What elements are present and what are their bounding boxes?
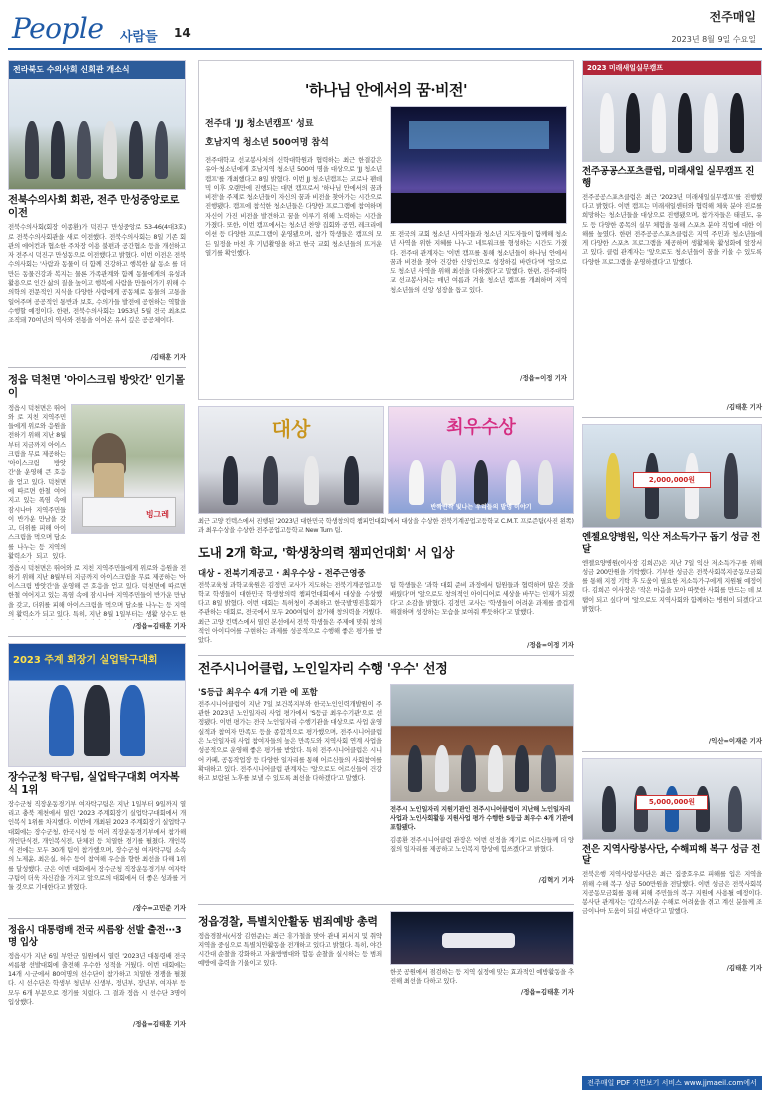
people-group <box>44 685 150 756</box>
person-figure <box>461 745 475 791</box>
photo-table-tennis <box>8 643 186 767</box>
person-figure <box>84 685 109 756</box>
brand-sign: 빙그레 <box>145 509 169 519</box>
person-figure <box>344 456 359 505</box>
person-figure <box>25 121 39 179</box>
article-title: 도내 2개 학교, '학생창의력 챔피언대회' 서 입상 <box>198 545 455 560</box>
divider <box>8 367 186 368</box>
police-left <box>198 911 382 1002</box>
person-figure <box>49 685 74 756</box>
person-figure <box>538 460 553 505</box>
photo-sports-camp <box>582 60 762 162</box>
person-figure <box>652 93 666 153</box>
byline: /김태훈 기자 <box>150 353 186 362</box>
article-body: 전북수의사회(회장 이종환)가 덕진구 만성중앙로 53-46(4대3호)로 전북수의사회관을 새로 이전했다. 전북수의사회는 8일 기존 회관의 에어컨과 협소한 주차장 이용 불편과 공간협소 등을 개선하고자 전주시 덕진구 만성동으로 이전했다고 밝혔다. 이번 이전은 전북수의사회는 '사람과 동물이 더 함께 건강하고 행복한 삶 동소 를 더 만든 동물건강과 복지는 물론 가족관계와 함께 동물에게의 유성과 활용으로 인간 삶의 질을 높이고 행복에 사람을 만들어가기 위해 수의학의 전문적인 지식을 다양한 사람에게 공동체로 동물의 고통을 일어주며 공공적인 통반과 보호, 수의가들 발전에 공헌하는 역할을 수행할 예정이다. 한편, 전북수의사회는 1953년 5월 전국 최초로 조직돼 70여년의 역사와 전통을 이어온 유서 깊은 공공체이다. <box>8 223 186 325</box>
article-body: 정읍경찰서(서장 김현준)는 최근 휴가철을 맞아 관내 피서지 및 취약지역을 중심으로 특별치안활동을 전개하고 있다고 밝혔다. 특히, 야간 시간대 순찰을 강화하고 자율방범대와 합동 순찰을 실시하는 등 범죄예방에 총력을 기울이고 있다. <box>198 931 382 968</box>
person-figure <box>730 93 744 153</box>
person-figure <box>120 685 145 756</box>
award-columns <box>198 581 574 649</box>
article-title: 전북수의사회 회관, 전주 만성중앙로로 이전 <box>8 194 180 220</box>
award-photos <box>198 406 574 514</box>
person-figure <box>600 93 614 153</box>
divider <box>198 655 574 656</box>
police-columns <box>198 911 574 1002</box>
page-number: 14 <box>174 26 191 40</box>
article-body: 전주시니어클럽이 지난 7일 보건복지부와 한국노인인력개발원이 주관한 2023년 노인일자리 사업 평가에서 'S등급 최우수기관'으로 선정됐다. 이번 평가는 전국 노인일자리 수행기관을 대상으로 사업 운영 실적과 참여자 만족도 등을 종합적으로 평가했으며, 전주시니어클럽은 노인일자리 사업 참여자들의 높은 만족도와 지역사회 연계 사업을 성공적으로 운영해 좋은 평가를 받았다. 특히 전주시니어클럽은 시니어 카페, 공동작업장 등 다양한 일자리를 통해 어르신들의 사회참여를 확대하고 있다. 전주시니어클럽 관계자는 '앞으로도 어르신들이 건강하고 보람된 노후를 보낼 수 있도록 최선을 다하겠다'고 말했다. <box>198 699 382 783</box>
person-figure <box>541 745 555 791</box>
pdf-service-footer[interactable]: 전주매일 PDF 지면보기 서비스 www.jjmaeil.com에서 <box>582 1076 762 1090</box>
right-column <box>582 60 762 972</box>
byline: /장수=고민준 기자 <box>132 903 186 912</box>
jj-camp-right <box>390 106 567 382</box>
issue-date: 2023년 8월 9일 수요일 <box>671 35 756 44</box>
person-figure <box>626 93 640 153</box>
article-body: 장수군청 직장운동경기부 여자탁구팀은 지난 1일부터 9일까지 열리고 충북 제천에서 열린 '2023 주계회장기 실업탁구대회에서 개인복식 1위를 차지했다. 이번에 개최된 2023 주계회장기 실업탁구대회에는 장수군청, 한국시청 등 여러 직장운동경기부에서 참가해 개인단식전, 개인복식전, 단체전 등 치열한 경기를 펼쳤다. 개인복식 전에는 모두 30개 팀이 참가했으며, 장수군청 여자탁구팀 소속의 노제윤, 최은실, 허수 등이 참여해 우승을 향한 최선을 다해 1위를 달성했다. 군은 이번 대회에서 장수군청 직장운동경기부 여자탁구팀이 더욱 자신감을 가지고 앞으로의 대회에서 더 좋은 성과를 거둘 것으로 기대한다고 밝혔다. <box>8 799 186 892</box>
award-right <box>390 581 574 649</box>
article-sports-club <box>582 60 762 411</box>
article-body: 김종환 전주시니어클럽 관장은 '이번 선정을 계기로 어르신들께 더 양질의 일자리를 제공하고 노인복지 향상에 힘쓰겠다'고 밝혔다. <box>390 835 574 854</box>
person-figure <box>488 745 502 791</box>
jj-camp-columns <box>205 106 567 382</box>
article-title: 전주시니어클럽, 노인일자리 수행 '우수' 선정 <box>198 661 448 677</box>
divider <box>8 636 186 637</box>
byline: /김혁기 기자 <box>538 875 574 884</box>
divider <box>198 904 574 905</box>
subheadline-2: 호남지역 청소년 500여명 참석 <box>205 138 329 148</box>
article-bank-volunteer <box>582 758 762 973</box>
byline: /정읍=김태훈 기자 <box>132 1019 186 1028</box>
byline: /정읍=이정 기자 <box>527 640 574 649</box>
police-right <box>390 911 574 1002</box>
photo-caption: 전주시 노인일자리 지원기관인 전주시니어클럽이 지난해 노인일자리 사업과 노인사회활동 지원사업 평가 수행한 S등급 최우수 4개 기관에 포함됐다. <box>390 805 574 832</box>
article-title: 정읍시 대통령배 전국 씨름왕 선발 출전···3명 입상 <box>8 924 182 948</box>
people-group <box>20 121 175 179</box>
person-figure <box>103 121 117 179</box>
paper-name: 전주매일 <box>709 10 756 24</box>
person-figure <box>263 456 278 505</box>
article-icecream-body <box>8 404 186 562</box>
senior-right <box>390 684 574 898</box>
article-title: 정읍경찰, 특별치안활동 범죄예방 총력 <box>198 914 378 928</box>
photo-angel-donation <box>582 424 762 528</box>
article-body: 한곳 공원에서 점검하는 등 지역 실정에 맞는 효과적인 예방활동을 추진해 최선을 다하고 있다. <box>390 967 574 986</box>
person-figure <box>409 460 424 505</box>
person-figure <box>602 786 616 832</box>
senior-left <box>198 684 382 898</box>
donation-cheque: 5,000,000원 <box>636 795 707 809</box>
divider <box>582 417 762 418</box>
subheadline: 대상 - 전북기계공고 · 최우수상 - 전주근영중 <box>198 568 366 579</box>
photo-caption: 최근 고양 킨텍스에서 진행된 '2023년 대한민국 학생창의력 챔피언대회'에서 대상을 수상한 전북기계공업고등학교 C.M.T. 프로즌팀(사진 왼쪽)과 최우수상을 수상한 전주공업고등학교 New Turn 팀. <box>198 518 574 535</box>
person-figure <box>474 460 489 505</box>
article-body: 전북은행 지역사랑봉사단은 최근 집중호우로 피해를 입은 지역을 위해 수해 복구 성금 500만원을 전달했다. 이번 성금은 전북사회복지공동모금회를 통해 피해 주민들의 복구 지원에 사용될 예정이다. 봉사단 관계자는 '갑작스러운 수해로 어려움을 겪고 계신 분들께 조금이나마 도움이 되길 바란다'고 말했다. <box>582 870 762 916</box>
photo-vet-opening <box>8 60 186 190</box>
article-jj-camp <box>198 60 574 400</box>
article-police <box>198 911 574 1002</box>
person-figure <box>155 121 169 179</box>
jj-camp-left <box>205 106 382 382</box>
person-figure <box>51 121 65 179</box>
person-figure <box>441 460 456 505</box>
event-slogan: 반짝반짝 빛나는 우리들의 발명 이야기 <box>430 504 532 511</box>
byline: /정읍=김태훈 기자 <box>132 621 186 630</box>
article-body: 엔젤요양병원(이사장 김희곤)은 지난 7일 익산 저소득가구를 위해 성금 200만원을 기탁했다. 기부한 성금은 전북사회복지공동모금회를 통해 지정 기탁 후 도움이 필요한 저소득가구에게 지원될 예정이다. 김희곤 이사장은 '작은 마음을 모아 따뜻한 사회를 만드는 데 보탬이 되고 싶다'며 '앞으로도 지역사회와 함께하는 병원이 되겠다'고 밝혔다. <box>582 558 762 613</box>
person-figure <box>678 93 692 153</box>
header-rule <box>8 48 762 50</box>
article-body: 전주공공스포츠클럽은 최근 '2023년 미래새일실무캠프'를 진행했다고 밝혔다. 이번 캠프는 미래새일센터와 협력해 체육 분야 진로를 희망하는 청소년들을 대상으로 진행됐으며, 참가자들은 태권도, 유도 등 다양한 종목의 실무 체험을 통해 스포츠 분야 직업에 대한 이해를 높였다. 한편 전주공공스포츠클럽은 지역 주민과 청소년들에게 다양한 스포츠 프로그램을 제공하며 생활체육 활성화에 앞장서고 있다. 클럽 관계자는 '앞으로도 청소년들이 꿈을 키울 수 있도록 다양한 프로그램을 운영하겠다'고 말했다. <box>582 192 762 266</box>
article-ssireum <box>8 925 186 1028</box>
photo-concert-stage <box>390 106 567 224</box>
article-title: 정읍 덕천면 '아이스크림 방앗간' 인기몰이 <box>8 374 185 400</box>
article-vet-association <box>8 60 186 361</box>
article-table-tennis <box>8 643 186 912</box>
people-group <box>594 93 751 153</box>
article-title: 전은 지역사랑봉사단, 수해피해 복구 성금 전달 <box>582 843 761 867</box>
person-figure <box>77 121 91 179</box>
audience-shape <box>391 193 566 223</box>
donation-cheque: 2,000,000원 <box>633 472 711 488</box>
section-title-en: People <box>12 12 104 45</box>
people-group <box>400 460 562 505</box>
article-title: 장수군청 탁구팀, 실업탁구대회 여자복식 1위 <box>8 770 180 796</box>
photo-grand-prize <box>198 406 384 514</box>
byline: /김태훈 기자 <box>726 402 762 411</box>
person-figure <box>223 456 238 505</box>
article-angel-hospital <box>582 424 762 745</box>
article-body: 또 전국의 교회 청소년 사역자들과 청소년 지도자들이 함께해 청소년 사역을 위한 지혜를 나누고 네트워크를 형성하는 시간도 가졌다. 전주대 관계자는 '이번 캠프를 통해 청소년들이 하나님 안에서 꿈과 비전을 찾아 건강한 신앙인으로 성장하길 바란다'며 '앞으로도 청소년 사역을 위해 최선을 다하겠다'고 말했다. 한편, 전주대학교 선교봉사처는 매년 여름과 겨울 청소년 캠프를 개최하며 지역 청소년들의 신앙 성장을 돕고 있다. <box>390 230 567 294</box>
award-label-silver: 최우수상 <box>446 417 516 438</box>
person-figure <box>506 460 521 505</box>
article-title: 엔젤요양병원, 익산 저소득가구 돕기 성금 전달 <box>582 531 761 555</box>
person-figure <box>515 745 529 791</box>
person-figure <box>408 745 422 791</box>
photo-banner: 전라북도 수의사회 신회관 개소식 <box>9 61 185 79</box>
person-figure <box>728 786 742 832</box>
article-body: 전주대학교 선교봉사처의 신학대학원과 협력하는 최근 한결같은 유아·청소년에게 호남지역 청소년 500여 명을 대상으로 'JJ 청소년캠프'를 개최했다고 8일 밝혔다. 이번 JJ 청소년캠프는 코로나 팬데믹 이후 오랜만에 진행되는 대면 캠프로서 '하나님 안에서의 꿈과 비전'을 주제로 청소년들이 자신의 꿈과 비전을 찾아가는 시간으로 진행됐다. 캠프에 참석한 청소년들은 다양한 프로그램에 참여하며 자신이 가진 비전을 발견하고 꿈을 이루기 위해 노력하는 시간을 가졌다. 또한, 이번 캠프에서는 청소년 찬양 집회와 공연, 레크리에이션 등 다양한 프로그램이 운영됐으며, 참가 학생들은 캠프의 모든 일정을 마친 후 기념촬영을 하고 한국 교회 청소년들의 뜨거운 열기를 확인했다. <box>205 156 382 257</box>
person-figure <box>704 93 718 153</box>
byline: /익산=이재준 기자 <box>708 736 762 745</box>
photo-excellence-prize <box>388 406 574 514</box>
page-header <box>8 0 762 50</box>
people-group <box>210 456 372 505</box>
person-figure <box>724 453 738 518</box>
article-body-narrow: 정읍시 덕천면은 뛰어와 로 지친 지역주민들에게 위로와 응원을 전하기 위해 지난 8월부터 지금까지 아이스크림을 무료 제공하는 '아이스크림 방앗간'을 운영해 큰 호응을 얻고 있다. 덕천면에 따르면 한철 여어지고 있는 폭염 속에 잠시나마 지역주민들이 반가운 만남을 갖고, 더위를 피해 아이스크림을 먹으며 담소를 나누는 등 지역의 활력소가 되고 있다. <box>8 403 66 560</box>
article-body: 전북교육청 과학교육원은 김정민 교사가 지도하는 전북기계공업고등학교 학생들이 대한민국 학생창의력 챔피언대회에서 대상을 수상했다고 8일 밝혔다. 이번 대회는 특허청이 주최하고 한국발명진흥회가 주관하는 대회로, 전국에서 모두 200여팀이 참가해 창의력을 겨뤘다. 최근 고양 킨텍스에서 열린 본선에서 전북 학생들은 주제에 맞춰 창의적인 아이디어를 구현하는 과제를 성공적으로 수행해 좋은 평가를 받았다. <box>198 580 382 645</box>
person-figure <box>435 745 449 791</box>
subheadline-1: 전주대 'JJ 청소년캠프' 성료 <box>205 119 314 129</box>
stage-screen <box>409 121 549 149</box>
patrol-car-shape <box>442 933 515 949</box>
award-label-gold: 대상 <box>271 417 311 441</box>
freezer-shape <box>82 497 176 527</box>
photo-police-patrol <box>390 911 574 965</box>
photo-banner: 2023 미래새일실무캠프 <box>583 61 761 75</box>
divider <box>582 751 762 752</box>
center-column <box>198 60 574 1002</box>
person-figure <box>129 121 143 179</box>
left-column <box>8 60 186 1028</box>
divider <box>8 918 186 919</box>
article-body: 팀 학생들은 '과학 대회 준비 과정에서 팀원들과 협력하며 많은 것을 배웠다'며 '앞으로도 창의적인 아이디어로 세상을 바꾸는 인재가 되겠다'고 소감을 밝혔다. 김정민 교사는 '학생들이 어려운 과제를 즐겁게 해결하며 성장하는 모습을 보여줘 뿌듯하다'고 말했다. <box>390 580 574 617</box>
byline: /정읍=이정 기자 <box>520 374 567 382</box>
photo-banner: 2023 주계 회장기 실업탁구대회 <box>13 654 158 666</box>
article-title: 전주공공스포츠클럽, 미래새일 실무캠프 진행 <box>582 166 755 189</box>
article-body-continued: 정읍시 덕천면은 뛰어와 로 지친 지역주민들에게 위로와 응원을 전하기 위해 지난 8월부터 지금까지 아이스크림을 무료 제공하는 '아이스크림 방앗간'을 운영해 큰 호응을 얻고 있다. 덕천면에 따르면 한철 여어지고 있는 폭염 속에 잠시나마 지역주민들이 반가운 만남을 갖고, 더위를 피해 아이스크림을 먹으며 담소를 나누는 등 지역의 활력소가 되고 있다. 특히, 지난 8월 1일부터는 생활 상수도 한 <box>8 563 186 618</box>
byline: /정읍=김태훈 기자 <box>520 987 574 996</box>
people-group <box>402 745 562 791</box>
section-title-ko: 사람들 <box>120 30 158 45</box>
person-figure <box>304 456 319 505</box>
article-senior-club <box>198 662 574 898</box>
photo-bank-donation <box>582 758 762 840</box>
photo-senior-club <box>390 684 574 802</box>
article-body: 정읍시가 지난 6일 부안군 일원에서 열린 '2023년 대통령배 전국씨름왕 선발대회에 출전해 우수한 성적을 거뒀다. 이번 대회에는 14개 시·군에서 80여명의 선수단이 참가하고 치열한 경쟁을 펼쳤다. 시 선수단은 학생부 청년부 신생부, 정년부, 장년부, 여자부 등 모두 6개 부문으로 경기를 치렀다. 그 결과 정읍 시 선수단 3명이 입상했다. <box>8 951 186 1006</box>
article-icecream <box>8 374 186 629</box>
subheadline: 'S등급 최우수 4개 기관 에 포함 <box>198 687 318 698</box>
photo-icecream-freezer <box>71 404 185 534</box>
headline: '하나님 안에서의 꿈·비전' <box>304 81 468 99</box>
senior-columns <box>198 684 574 898</box>
byline: /김태훈 기자 <box>726 964 762 973</box>
person-figure <box>606 453 620 518</box>
